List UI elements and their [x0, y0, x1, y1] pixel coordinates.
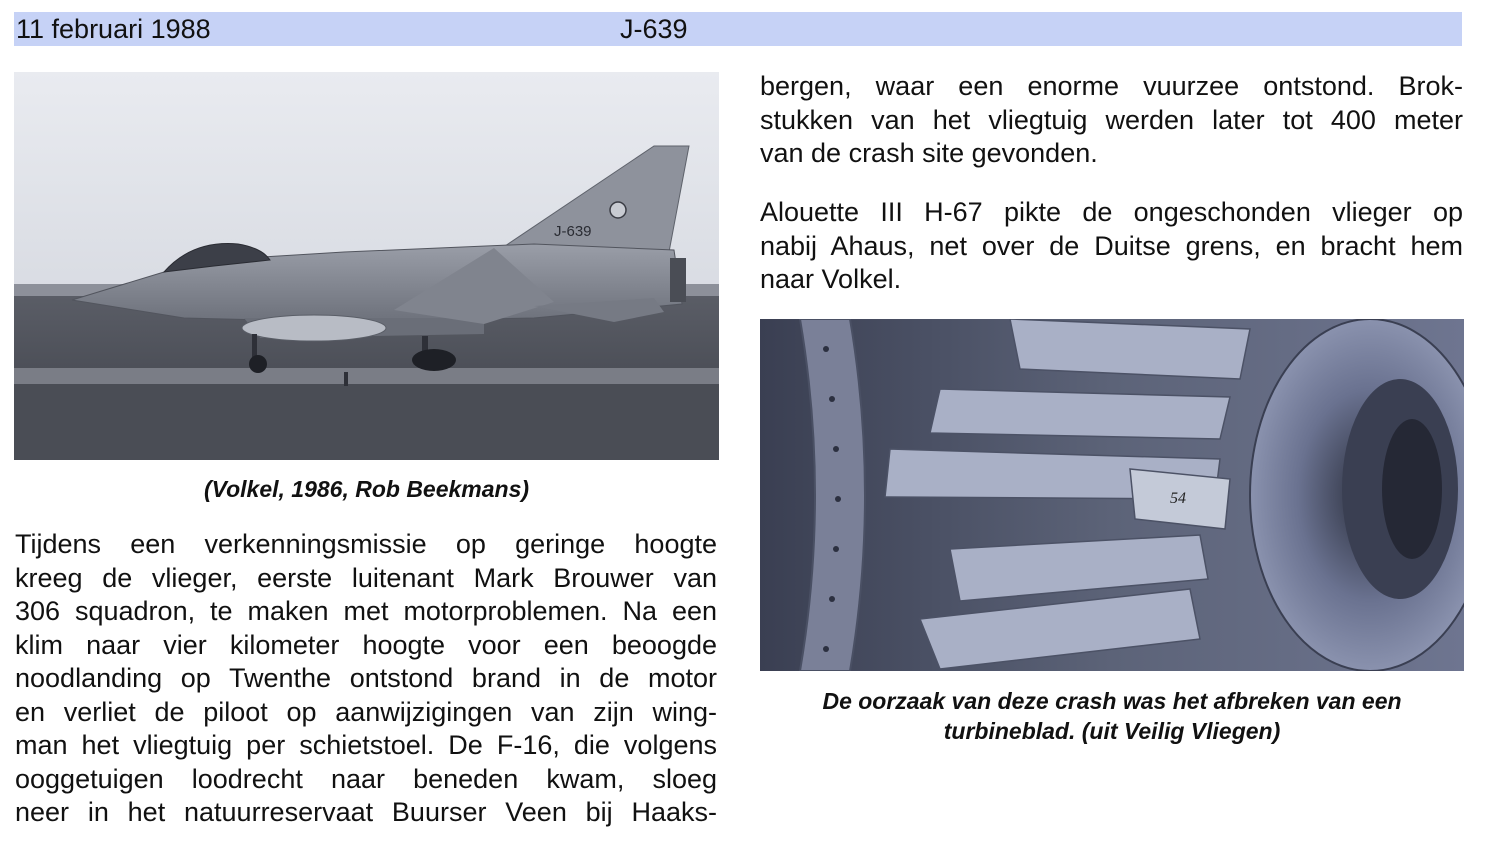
header-bar	[14, 12, 1462, 46]
article-line: klim naar vier kilometer hoogte voor een beoogde	[15, 629, 717, 660]
article-line: stukken van het vliegtuig werden later tot 400 meter	[760, 104, 1463, 135]
jet-photo	[14, 72, 719, 460]
turbine-photo	[760, 319, 1464, 671]
article-line: ooggetuigen loodrecht naar beneden kwam, sloeg	[15, 763, 717, 794]
header-aircraft-id: J-639	[620, 14, 688, 44]
article-line: van de crash site gevonden.	[760, 138, 1098, 168]
article-line: 306 squadron, te maken met motorproblemen. Na een	[15, 596, 717, 626]
article-line: neer in het natuurreservaat Buurser Veen bij Haaks-	[15, 797, 717, 827]
tail-marking: J-639	[554, 223, 592, 240]
article-line: nabij Ahaus, net over de Duitse grens, en bracht hem	[760, 230, 1463, 261]
article-right-paragraph-2	[760, 196, 1463, 297]
jet-photo-caption: (Volkel, 1986, Rob Beekmans)	[203, 476, 530, 502]
article-line: Tijdens een verkenningsmissie op geringe hoogte	[15, 529, 717, 559]
article-line: bergen, waar een enorme vuurzee ontstond. Brok-	[760, 71, 1463, 101]
blade-marking: 54	[1170, 490, 1186, 507]
turbine-caption-line: turbineblad. (uit Veilig Vliegen)	[943, 718, 1281, 744]
article-line: man het vliegtuig per schietstoel. De F-16, die volgens	[15, 730, 717, 760]
article-line: kreeg de vlieger, eerste luitenant Mark Brouwer van	[15, 562, 717, 593]
header-date: 11 februari 1988	[16, 14, 211, 44]
turbine-photo-caption	[760, 686, 1464, 746]
article-line: Alouette III H-67 pikte de ongeschonden vlieger op	[760, 197, 1463, 227]
article-line: en verliet de piloot op aanwijzigingen van zijn wing-	[15, 696, 717, 727]
article-line: noodlanding op Twenthe ontstond brand in de motor	[15, 663, 717, 693]
article-right-paragraph-1	[760, 70, 1463, 171]
turbine-caption-line: De oorzaak van deze crash was het afbreken van een	[822, 688, 1402, 714]
article-left-column	[15, 528, 717, 830]
article-line: naar Volkel.	[760, 264, 902, 294]
